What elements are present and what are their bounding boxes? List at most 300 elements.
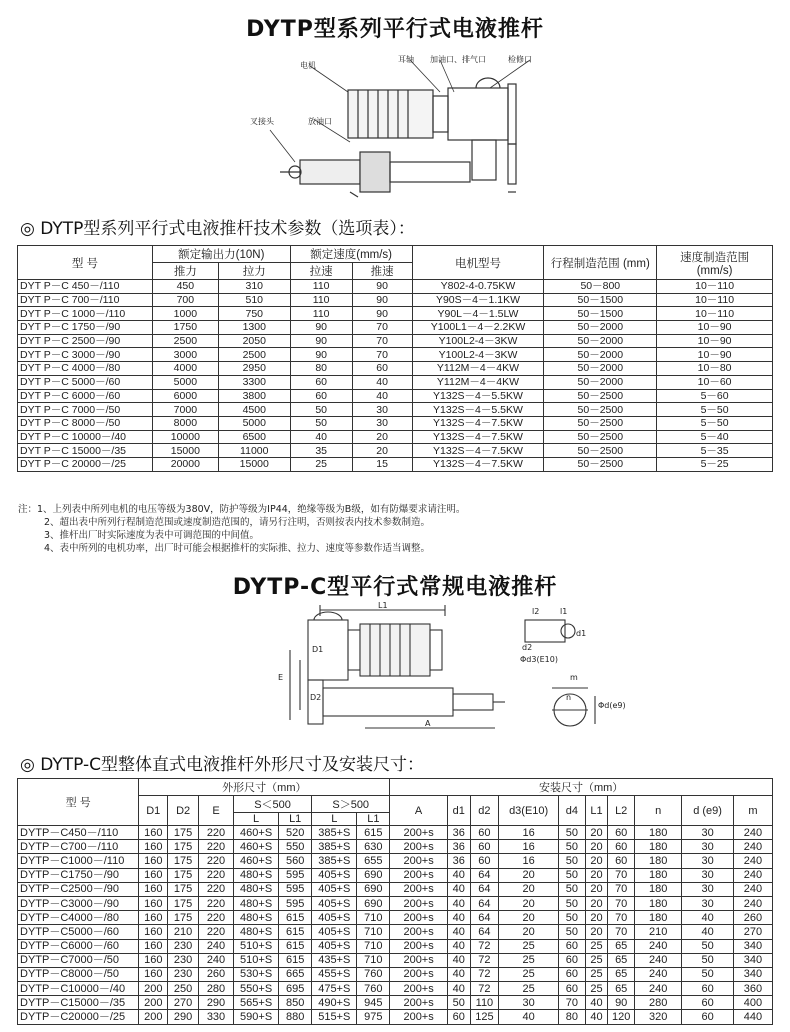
tech-params-cell: DYT P－C 450－/110	[18, 280, 153, 294]
dimensions-cell: 550+S	[233, 982, 278, 996]
tech-params-cell: 30	[352, 403, 412, 417]
tech-params-cell: 50－800	[544, 280, 657, 294]
dimensions-cell: 690	[357, 882, 390, 896]
dimensions-cell: 710	[357, 953, 390, 967]
dimensions-cell: 90	[608, 996, 635, 1010]
dimensions-cell: 180	[635, 896, 682, 910]
dimensions-cell: 665	[279, 967, 312, 981]
label-oil-inlet: 加油口、排气口	[430, 55, 486, 64]
tech-params-row	[18, 430, 773, 444]
dimensions-cell: 710	[357, 925, 390, 939]
tech-params-cell: DYT P－C 8000－/50	[18, 416, 153, 430]
dimensions-cell: 160	[139, 882, 168, 896]
dimensions-cell: 40	[447, 882, 470, 896]
dimensions-cell: 240	[733, 868, 772, 882]
dimensions-cell: 40	[585, 996, 608, 1010]
tech-params-cell: 10－90	[657, 334, 773, 348]
parallel-pusher-diagram	[240, 52, 550, 202]
tech-params-cell: 50－2500	[544, 444, 657, 458]
tech-params-cell: 5000	[218, 416, 290, 430]
tech-params-cell: 50－1500	[544, 293, 657, 307]
tech-params-cell: DYT P－C 4000－/80	[18, 362, 153, 376]
dimensions-cell: 160	[139, 967, 168, 981]
dimensions-cell: 70	[608, 925, 635, 939]
dimensions-cell: 480+S	[233, 896, 278, 910]
dimensions-cell: 200	[139, 996, 168, 1010]
dimensions-cell: 30	[682, 896, 733, 910]
dimensions-row	[18, 982, 773, 996]
tech-params-cell: 15000	[152, 444, 218, 458]
dimensions-cell: 65	[608, 953, 635, 967]
dimensions-cell: 180	[635, 826, 682, 840]
page-title: DYTP型系列平行式电液推杆	[246, 17, 544, 42]
dimensions-cell: 20	[585, 925, 608, 939]
dimensions-cell: 40	[447, 896, 470, 910]
dimensions-cell: 530+S	[233, 967, 278, 981]
tech-params-cell: 5－60	[657, 389, 773, 403]
dimensions-cell: 72	[470, 953, 499, 967]
dimensions-cell: 60	[608, 840, 635, 854]
dimensions-cell: 240	[733, 840, 772, 854]
tech-params-body	[18, 280, 773, 472]
tech-params-cell: 110	[290, 293, 352, 307]
dimensions-cell: 200	[139, 982, 168, 996]
dimensions-cell: 240	[635, 982, 682, 996]
dimensions-cell: 16	[499, 826, 559, 840]
tech-params-cell: DYT P－C 1750－/90	[18, 321, 153, 335]
dimensions-cell: 60	[682, 982, 733, 996]
dimensions-cell: 60	[447, 1010, 470, 1024]
dimensions-cell: 180	[635, 911, 682, 925]
dimensions-cell: 70	[608, 911, 635, 925]
dimensions-cell: 200+s	[390, 982, 448, 996]
tech-params-cell: 35	[290, 444, 352, 458]
tech-params-cell: 5－25	[657, 457, 773, 471]
dimensions-cell: DYTP－C700－/110	[18, 840, 139, 854]
dimensions-table	[17, 778, 773, 1025]
tech-params-cell: 40	[352, 389, 412, 403]
dimensions-cell: 615	[357, 826, 390, 840]
dim-d2: d2	[522, 643, 533, 652]
dimensions-cell: 70	[558, 996, 585, 1010]
header-stroke-range: 行程制造范围 (mm)	[544, 246, 657, 280]
header-gt-L1: L1	[357, 813, 390, 826]
tech-params-cell: 8000	[152, 416, 218, 430]
dim-n: n	[566, 693, 572, 702]
dimensions-cell: DYTP－C6000－/60	[18, 939, 139, 953]
dimensions-cell: 690	[357, 868, 390, 882]
tech-params-cell: 50－1500	[544, 307, 657, 321]
dimensions-cell: 30	[682, 854, 733, 868]
tech-params-cell: 50－2000	[544, 362, 657, 376]
tech-params-cell: 60	[290, 375, 352, 389]
tech-params-cell: 3800	[218, 389, 290, 403]
dimensions-row	[18, 953, 773, 967]
dimensions-cell: 240	[199, 939, 234, 953]
dimensions-cell: 850	[279, 996, 312, 1010]
dimensions-row	[18, 840, 773, 854]
dimensions-cell: 460+S	[233, 840, 278, 854]
dimensions-cell: 64	[470, 925, 499, 939]
dimensions-row	[18, 868, 773, 882]
tech-params-cell: 5000	[152, 375, 218, 389]
tech-params-row	[18, 307, 773, 321]
tech-params-cell: 10－80	[657, 362, 773, 376]
tech-params-cell: Y100L2-4－3KW	[412, 334, 544, 348]
dimensions-cell: 30	[499, 996, 559, 1010]
dimensions-cell: 40	[447, 939, 470, 953]
dimensions-cell: 330	[199, 1010, 234, 1024]
tech-params-cell: 5－50	[657, 416, 773, 430]
dimensions-cell: 20	[499, 868, 559, 882]
header-d2: d2	[470, 796, 499, 826]
dimensions-cell: 590+S	[233, 1010, 278, 1024]
tech-params-cell: 30	[352, 416, 412, 430]
dimensions-cell: 60	[608, 854, 635, 868]
tech-params-cell: 3000	[152, 348, 218, 362]
note-3: 3、推杆出厂时实际速度为表中可调范围的中间值。	[44, 530, 260, 541]
dimensions-cell: 560	[279, 854, 312, 868]
dimensions-cell: 40	[682, 911, 733, 925]
tech-params-cell: 2500	[152, 334, 218, 348]
tech-params-cell: Y132S－4－5.5KW	[412, 389, 544, 403]
tech-params-cell: 6500	[218, 430, 290, 444]
dim-m: m	[570, 673, 578, 682]
dimensions-cell: 240	[733, 826, 772, 840]
dimensions-cell: 40	[499, 1010, 559, 1024]
dim-L1: L1	[378, 601, 388, 610]
tech-params-cell: 10－110	[657, 307, 773, 321]
dimensions-cell: 210	[635, 925, 682, 939]
dimensions-cell: 385+S	[312, 854, 357, 868]
dimensions-cell: 20	[585, 826, 608, 840]
dimensions-cell: 60	[558, 939, 585, 953]
dimensions-cell: 405+S	[312, 868, 357, 882]
tech-params-cell: 10－60	[657, 375, 773, 389]
tech-params-cell: DYT P－C 2500－/90	[18, 334, 153, 348]
tech-params-cell: 90	[352, 293, 412, 307]
dimensions-cell: 20	[585, 911, 608, 925]
dimensions-cell: 20	[499, 911, 559, 925]
tech-params-cell: 50－2500	[544, 416, 657, 430]
dimensions-cell: 175	[168, 868, 199, 882]
dimensions-cell: 945	[357, 996, 390, 1010]
header-E: E	[199, 796, 234, 826]
header-d3: d3(E10)	[499, 796, 559, 826]
dimensions-cell: 220	[199, 868, 234, 882]
dimensions-cell: 520	[279, 826, 312, 840]
dimensions-cell: 595	[279, 882, 312, 896]
section-heading-dimensions: ◎ DYTP-C型整体直式电液推杆外形尺寸及安装尺寸：	[20, 755, 425, 775]
tech-params-table	[17, 245, 773, 472]
dimensions-cell: 240	[635, 967, 682, 981]
dimensions-row	[18, 911, 773, 925]
tech-params-cell: 1300	[218, 321, 290, 335]
tech-params-cell: 60	[290, 389, 352, 403]
dimensions-cell: 160	[139, 925, 168, 939]
tech-params-cell: 20	[352, 444, 412, 458]
tech-params-cell: Y132S－4－7.5KW	[412, 430, 544, 444]
tech-params-cell: 90	[352, 280, 412, 294]
dimensions-cell: 405+S	[312, 911, 357, 925]
dimensions-cell: DYTP－C3000－/90	[18, 896, 139, 910]
dimensions-cell: 40	[585, 1010, 608, 1024]
tech-params-cell: 25	[290, 457, 352, 471]
dimensions-cell: 72	[470, 967, 499, 981]
dimensions-cell: 20	[499, 925, 559, 939]
dimensions-cell: 405+S	[312, 925, 357, 939]
dimensions-cell: 30	[682, 868, 733, 882]
tech-params-cell: 50－2500	[544, 389, 657, 403]
dimensions-cell: 200+s	[390, 1010, 448, 1024]
tech-params-cell: Y132S－4－7.5KW	[412, 416, 544, 430]
tech-params-cell: 40	[290, 430, 352, 444]
dimensions-cell: 25	[585, 953, 608, 967]
dimensions-cell: 110	[470, 996, 499, 1010]
dimensions-cell: 220	[199, 826, 234, 840]
header-motor-model: 电机型号	[412, 246, 544, 280]
dimensions-cell: 760	[357, 967, 390, 981]
dimensions-cell: 160	[139, 953, 168, 967]
dimensions-cell: 160	[139, 939, 168, 953]
dimensions-cell: 220	[199, 896, 234, 910]
dimensions-cell: 220	[199, 925, 234, 939]
tech-params-cell: 10－90	[657, 321, 773, 335]
dimensions-cell: 230	[168, 939, 199, 953]
label-fork-joint: 叉接头	[250, 117, 274, 126]
dimensions-cell: 160	[139, 840, 168, 854]
dimensions-cell: 250	[168, 982, 199, 996]
dimensions-cell: 20	[585, 840, 608, 854]
dimensions-cell: 405+S	[312, 882, 357, 896]
dimensions-cell: 480+S	[233, 868, 278, 882]
dytp-c-dimension-diagram	[270, 600, 626, 745]
dimensions-cell: 30	[682, 840, 733, 854]
label-trunnion: 耳轴	[398, 55, 414, 64]
dimensions-cell: DYTP－C450－/110	[18, 826, 139, 840]
tech-params-cell: 2950	[218, 362, 290, 376]
dimensions-cell: 36	[447, 840, 470, 854]
tech-params-cell: DYT P－C 5000－/60	[18, 375, 153, 389]
tech-params-row	[18, 403, 773, 417]
dimensions-cell: 160	[139, 911, 168, 925]
tech-params-cell: DYT P－C 700－/110	[18, 293, 153, 307]
header-lt-L1: L1	[279, 813, 312, 826]
dimensions-cell: 180	[635, 840, 682, 854]
dimensions-cell: 40	[447, 911, 470, 925]
dimensions-cell: 180	[635, 882, 682, 896]
dimensions-cell: 60	[558, 967, 585, 981]
tech-params-cell: 450	[152, 280, 218, 294]
dimensions-cell: 20	[585, 854, 608, 868]
dim-d1: d1	[576, 629, 587, 638]
dimensions-cell: DYTP－C7000－/50	[18, 953, 139, 967]
header-rated-speed: 额定速度(mm/s)	[290, 246, 412, 263]
dim-d-e9: Φd(e9)	[598, 701, 626, 710]
tech-params-cell: 2050	[218, 334, 290, 348]
dimensions-cell: 615	[279, 925, 312, 939]
dimensions-cell: 175	[168, 882, 199, 896]
section-heading-tech-params: ◎ DYTP型系列平行式电液推杆技术参数（选项表）：	[20, 219, 415, 239]
dimensions-cell: 64	[470, 911, 499, 925]
note-1: 注：1、上列表中所列电机的电压等级为380V，防护等级为IP44，绝缘等级为B级，如有防爆要求请注明。	[18, 504, 466, 515]
dimensions-cell: 40	[682, 925, 733, 939]
tech-params-cell: 5－35	[657, 444, 773, 458]
dimensions-cell: 70	[608, 868, 635, 882]
dimensions-cell: 50	[558, 882, 585, 896]
tech-params-row	[18, 293, 773, 307]
dimensions-cell: 60	[608, 826, 635, 840]
tech-params-row	[18, 334, 773, 348]
dimensions-cell: 50	[558, 840, 585, 854]
dimensions-cell: 20	[585, 882, 608, 896]
tech-params-row	[18, 375, 773, 389]
dimensions-cell: 385+S	[312, 826, 357, 840]
dimensions-cell: 200	[139, 1010, 168, 1024]
header-D2: D2	[168, 796, 199, 826]
dimensions-cell: 595	[279, 896, 312, 910]
tech-params-cell: Y132S－4－7.5KW	[412, 444, 544, 458]
dimensions-cell: 595	[279, 868, 312, 882]
dimensions-cell: 270	[733, 925, 772, 939]
tech-params-cell: 50－2000	[544, 334, 657, 348]
header-d-e9: d (e9)	[682, 796, 733, 826]
tech-params-cell: 7000	[152, 403, 218, 417]
tech-params-cell: Y112M－4－4KW	[412, 362, 544, 376]
dimensions-cell: 280	[635, 996, 682, 1010]
dimensions-cell: 240	[733, 896, 772, 910]
tech-params-cell: 10－90	[657, 348, 773, 362]
dimensions-cell: 20	[499, 896, 559, 910]
dim-E: E	[278, 673, 284, 682]
dimensions-cell: 200+s	[390, 840, 448, 854]
tech-params-cell: DYT P－C 6000－/60	[18, 389, 153, 403]
dimensions-cell: 70	[608, 882, 635, 896]
dimensions-cell: 40	[447, 925, 470, 939]
dimensions-cell: 260	[199, 967, 234, 981]
dimensions-cell: 320	[635, 1010, 682, 1024]
tech-params-cell: 15000	[218, 457, 290, 471]
dimensions-cell: 125	[470, 1010, 499, 1024]
tech-params-cell: 310	[218, 280, 290, 294]
dimensions-cell: DYTP－C5000－/60	[18, 925, 139, 939]
dimensions-cell: 50	[558, 868, 585, 882]
tech-params-cell: 50－2500	[544, 403, 657, 417]
dimensions-cell: 40	[447, 967, 470, 981]
dimensions-cell: 220	[199, 840, 234, 854]
dimensions-cell: 200+s	[390, 967, 448, 981]
dimensions-cell: 200+s	[390, 939, 448, 953]
dimensions-cell: 200+s	[390, 882, 448, 896]
dimensions-cell: 180	[635, 868, 682, 882]
dimensions-cell: 240	[635, 939, 682, 953]
dimensions-cell: 510+S	[233, 953, 278, 967]
tech-params-cell: 510	[218, 293, 290, 307]
tech-params-cell: DYT P－C 7000－/50	[18, 403, 153, 417]
header-speed-range: 速度制造范围 (mm/s)	[657, 246, 773, 280]
dimensions-row	[18, 1010, 773, 1024]
tech-params-cell: Y100L2-4－3KW	[412, 348, 544, 362]
dimensions-row	[18, 939, 773, 953]
header-n: n	[635, 796, 682, 826]
tech-params-cell: 50－2500	[544, 457, 657, 471]
label-inspection-port: 检修口	[508, 55, 532, 64]
dimensions-cell: 40	[447, 982, 470, 996]
dimensions-cell: 175	[168, 854, 199, 868]
dimensions-cell: 290	[168, 1010, 199, 1024]
dimensions-cell: 25	[499, 967, 559, 981]
note-4: 4、表中所列的电机功率，出厂时可能会根据推杆的实际推、拉力、速度等参数作适当调整。	[44, 543, 431, 554]
dimensions-cell: 240	[733, 854, 772, 868]
dimensions-cell: 36	[447, 826, 470, 840]
dimensions-cell: 60	[470, 840, 499, 854]
dimensions-cell: 220	[199, 882, 234, 896]
tech-params-row	[18, 416, 773, 430]
tech-params-row	[18, 321, 773, 335]
label-oil-drain: 放油口	[308, 117, 332, 126]
dimensions-cell: 710	[357, 911, 390, 925]
header-L2: L2	[608, 796, 635, 826]
dimensions-cell: 510+S	[233, 939, 278, 953]
dimensions-cell: 405+S	[312, 896, 357, 910]
dimensions-cell: 50	[558, 896, 585, 910]
dimensions-cell: 565+S	[233, 996, 278, 1010]
dimensions-cell: 655	[357, 854, 390, 868]
tech-params-cell: 750	[218, 307, 290, 321]
dimensions-cell: 480+S	[233, 911, 278, 925]
tech-params-cell: 3300	[218, 375, 290, 389]
tech-params-cell: Y112M－4－4KW	[412, 375, 544, 389]
tech-params-cell: DYT P－C 10000－/40	[18, 430, 153, 444]
dimensions-cell: 20	[585, 868, 608, 882]
dim-A: A	[425, 719, 431, 728]
dimensions-cell: 270	[168, 996, 199, 1010]
tech-params-cell: Y100L1－4－2.2KW	[412, 321, 544, 335]
tech-params-cell: DYT P－C 3000－/90	[18, 348, 153, 362]
dimensions-cell: 65	[608, 967, 635, 981]
tech-params-cell: DYT P－C 1000－/110	[18, 307, 153, 321]
header-install-dims: 安装尺寸（mm）	[390, 779, 773, 796]
dimensions-cell: 60	[470, 854, 499, 868]
tech-params-cell: 50	[290, 416, 352, 430]
dimensions-cell: 20	[585, 896, 608, 910]
dimensions-cell: 690	[357, 896, 390, 910]
dim-l2: l2	[532, 607, 540, 616]
dimensions-cell: 240	[635, 953, 682, 967]
header-d1: d1	[447, 796, 470, 826]
tech-params-cell: 50－2000	[544, 321, 657, 335]
dimensions-cell: 25	[585, 939, 608, 953]
dim-l1: l1	[560, 607, 568, 616]
dimensions-cell: DYTP－C10000－/40	[18, 982, 139, 996]
dimensions-cell: 340	[733, 967, 772, 981]
dimensions-cell: 175	[168, 840, 199, 854]
dimensions-row	[18, 826, 773, 840]
dimensions-cell: 880	[279, 1010, 312, 1024]
dimensions-cell: 175	[168, 896, 199, 910]
dimensions-cell: 260	[733, 911, 772, 925]
dimensions-cell: 25	[585, 967, 608, 981]
dimensions-cell: 475+S	[312, 982, 357, 996]
header-pull-speed: 拉速	[290, 263, 352, 280]
dimensions-cell: 72	[470, 939, 499, 953]
dimensions-cell: 210	[168, 925, 199, 939]
dimensions-cell: 175	[168, 911, 199, 925]
dimensions-cell: 160	[139, 868, 168, 882]
dimensions-cell: 60	[558, 953, 585, 967]
tech-params-cell: Y90L－4－1.5LW	[412, 307, 544, 321]
tech-params-row	[18, 362, 773, 376]
